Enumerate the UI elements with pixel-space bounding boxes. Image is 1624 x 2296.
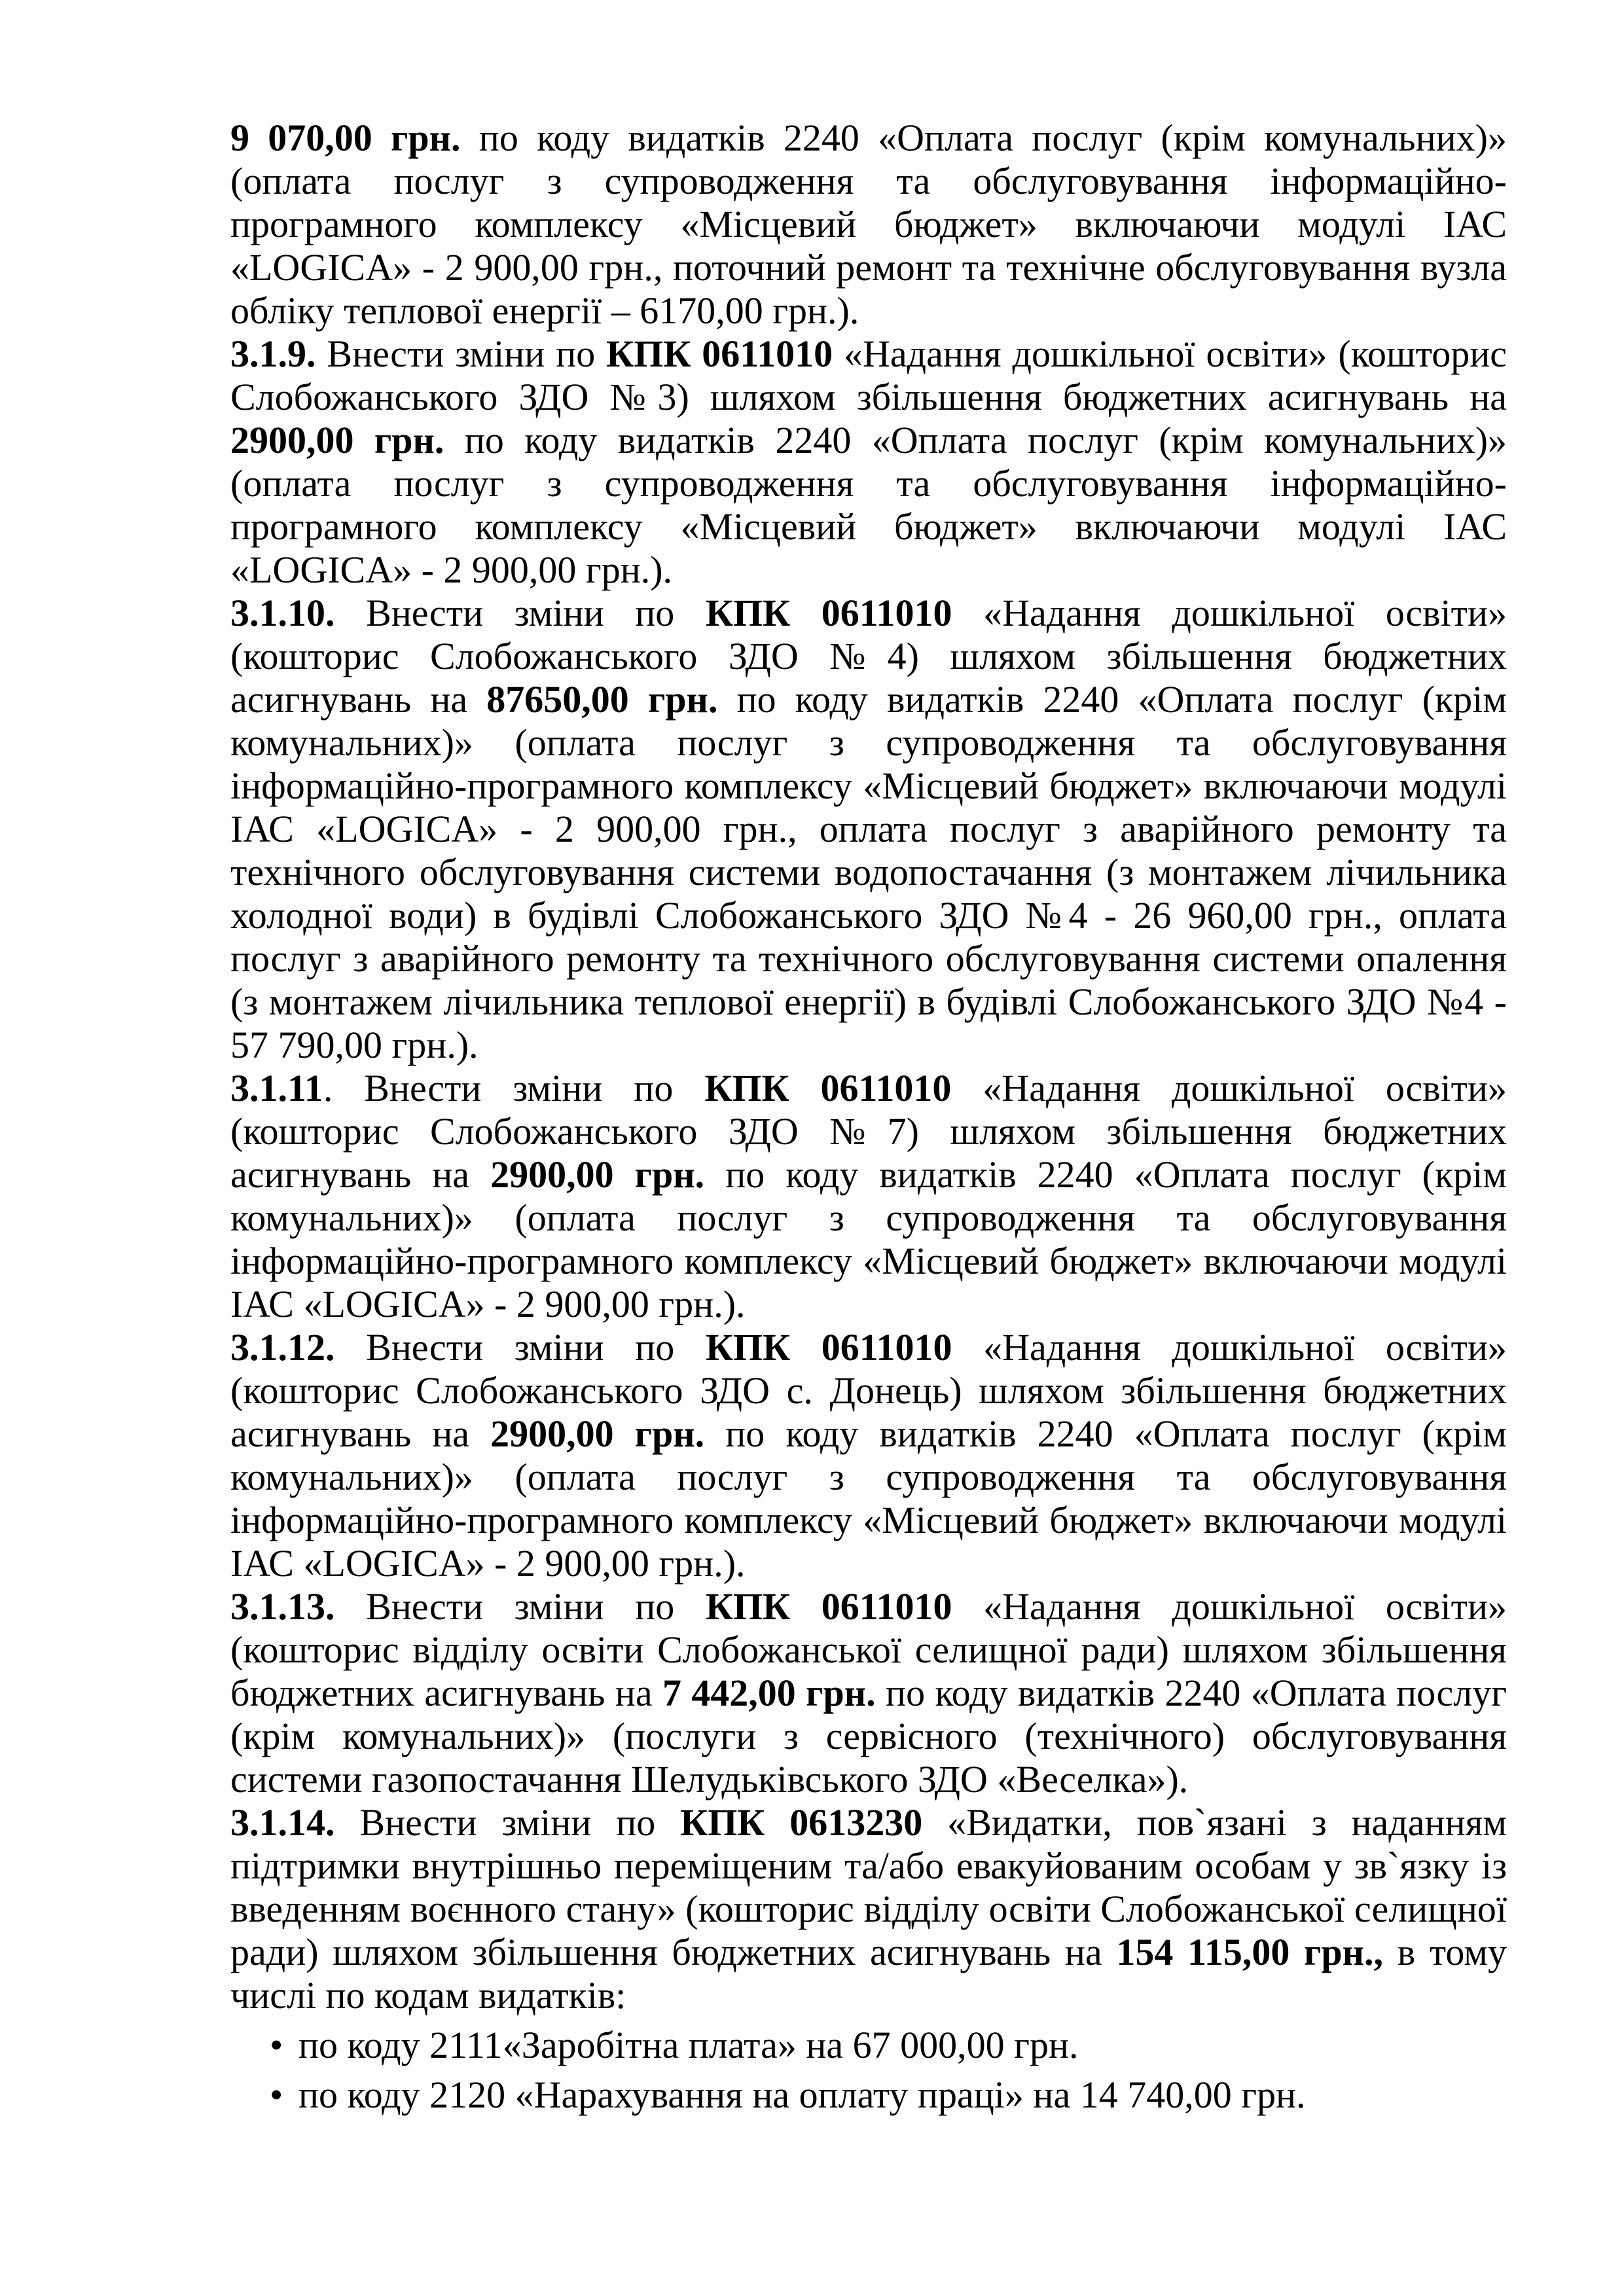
list-item-code-2111 bbox=[230, 2024, 1507, 2067]
text-run: по коду видатків 2240 «Оплата послуг (крім комунальних)» (оплата послуг з супроводження та обслуговування інформаційно-програмного комплексу «Місцевий бюджет» включаючи модулі ІАС «LOGICA» - 2 900,00 грн.). bbox=[230, 419, 1507, 591]
paragraph-3-1-12 bbox=[230, 1326, 1507, 1585]
text-run-kpk-code: КПК 0611010 bbox=[705, 1326, 952, 1369]
bullet-text: по коду 2120 «Нарахування на оплату праці» на 14 740,00 грн. bbox=[298, 2073, 1306, 2116]
paragraph-3-1-13 bbox=[230, 1585, 1507, 1801]
text-run-amount: 2900,00 грн. bbox=[230, 419, 444, 461]
paragraph-intro-continuation bbox=[230, 117, 1507, 332]
text-run: Внести зміни по bbox=[334, 1801, 681, 1844]
text-run: Внести зміни по bbox=[334, 1326, 706, 1369]
text-run: «Надання дошкільної освіти» (кошторис Слобожанського ЗДО №4) шляхом збільшення бюджетних асигнувань на bbox=[230, 592, 1507, 721]
text-run: по коду видатків 2240 «Оплата послуг (крім комунальних)» (оплата послуг з супроводження та обслуговування інформаційно-програмного комплексу «Місцевий бюджет» включаючи модулі ІАС «LOGICA» - 2 900,00 грн., оплата послуг з аварійного ремонту та технічного обслуговування системи водопостачання (з монтажем лічильника холодної води) в будівлі Слобожанського ЗДО №4 - 26 960,00 грн., оплата послуг з аварійного ремонту та технічного обслуговування системи опалення (з монтажем лічильника теплової енергії) в будівлі Слобожанського ЗДО №4 - 57 790,00 грн.). bbox=[230, 678, 1507, 1066]
text-run-amount: 87650,00 грн. bbox=[486, 678, 718, 721]
text-run: «Надання дошкільної освіти» (кошторис Слобожанського ЗДО с. Донець) шляхом збільшення бюджетних асигнувань на bbox=[230, 1326, 1507, 1455]
text-run: «Надання дошкільної освіти» (кошторис Слобожанського ЗДО №7) шляхом збільшення бюджетних асигнувань на bbox=[230, 1067, 1507, 1196]
document-body bbox=[230, 117, 1507, 2117]
text-run: «Видатки, пов`язані з наданням підтримки внутрішньо переміщеним та/або евакуйованим особам у зв`язку із введенням воєнного стану» (кошторис відділу освіти Слобожанської селищної ради) шляхом збільшення бюджетних асигнувань на bbox=[230, 1801, 1507, 1973]
text-run: в тому числі по кодам видатків: bbox=[230, 1931, 1507, 2017]
paragraph-3-1-14 bbox=[230, 1801, 1507, 2017]
bullet-icon: • bbox=[270, 2073, 283, 2116]
bullet-text: по коду 2111«Заробітна плата» на 67 000,00 грн. bbox=[298, 2024, 1079, 2066]
text-run-kpk-code: КПК 0611010 bbox=[705, 592, 952, 634]
text-run-amount: 154 115,00 грн., bbox=[1116, 1931, 1384, 1973]
text-run-amount: 9 070,00 грн. bbox=[230, 117, 461, 159]
text-run-kpk-code: КПК 0613230 bbox=[680, 1801, 923, 1844]
paragraph-3-1-9 bbox=[230, 332, 1507, 592]
text-run-item-number: 3.1.12. bbox=[230, 1326, 335, 1369]
paragraph-3-1-10 bbox=[230, 592, 1507, 1067]
text-run: Внести зміни по bbox=[316, 332, 607, 375]
text-run: по коду видатків 2240 «Оплата послуг (крім комунальних)» (оплата послуг з супроводження та обслуговування інформаційно-програмного комплексу «Місцевий бюджет» включаючи модулі ІАС «LOGICA» - 2 900,00 грн.). bbox=[230, 1412, 1507, 1585]
text-run-item-number: 3.1.14. bbox=[230, 1801, 335, 1844]
bullet-icon: • bbox=[270, 2024, 283, 2066]
paragraph-3-1-11 bbox=[230, 1067, 1507, 1326]
text-run-item-number: 3.1.10. bbox=[230, 592, 335, 634]
text-run: по коду видатків 2240 «Оплата послуг (крім комунальних)» (оплата послуг з супроводження та обслуговування інформаційно-програмного комплексу «Місцевий бюджет» включаючи модулі ІАС «LOGICA» - 2 900,00 грн., поточний ремонт та технічне обслуговування вузла обліку теплової енергії – 6170,00 грн.). bbox=[230, 117, 1507, 332]
text-run-item-number: 3.1.9. bbox=[230, 332, 316, 375]
text-run: по коду видатків 2240 «Оплата послуг (крім комунальних)» (оплата послуг з супроводження та обслуговування інформаційно-програмного комплексу «Місцевий бюджет» включаючи модулі ІАС «LOGICA» - 2 900,00 грн.). bbox=[230, 1153, 1507, 1325]
text-run: Внести зміни по bbox=[334, 1585, 706, 1628]
text-run-amount: 7 442,00 грн. bbox=[662, 1672, 876, 1714]
text-run: «Надання дошкільної освіти» (кошторис відділу освіти Слобожанської селищної ради) шляхом збільшення бюджетних асигнувань на bbox=[230, 1585, 1507, 1714]
text-run: «Надання дошкільної освіти» (кошторис Слобожанського ЗДО №3) шляхом збільшення бюджетних асигнувань на bbox=[230, 332, 1507, 418]
text-run-amount: 2900,00 грн. bbox=[490, 1153, 705, 1196]
list-item-code-2120 bbox=[230, 2073, 1507, 2117]
expense-codes-list bbox=[230, 2024, 1507, 2117]
text-run-kpk-code: КПК 0611010 bbox=[606, 332, 833, 375]
text-run-item-number: 3.1.11 bbox=[230, 1067, 323, 1109]
text-run: по коду видатків 2240 «Оплата послуг (крім комунальних)» (послуги з сервісного (технічного) обслуговування системи газопостачання Шелудьківського ЗДО «Веселка»). bbox=[230, 1672, 1507, 1801]
text-run-kpk-code: КПК 0611010 bbox=[704, 1067, 952, 1109]
text-run-item-number: 3.1.13. bbox=[230, 1585, 335, 1628]
text-run-amount: 2900,00 грн. bbox=[490, 1412, 705, 1455]
text-run-kpk-code: КПК 0611010 bbox=[705, 1585, 952, 1628]
text-run: . Внести зміни по bbox=[323, 1067, 705, 1109]
text-run: Внести зміни по bbox=[334, 592, 706, 634]
